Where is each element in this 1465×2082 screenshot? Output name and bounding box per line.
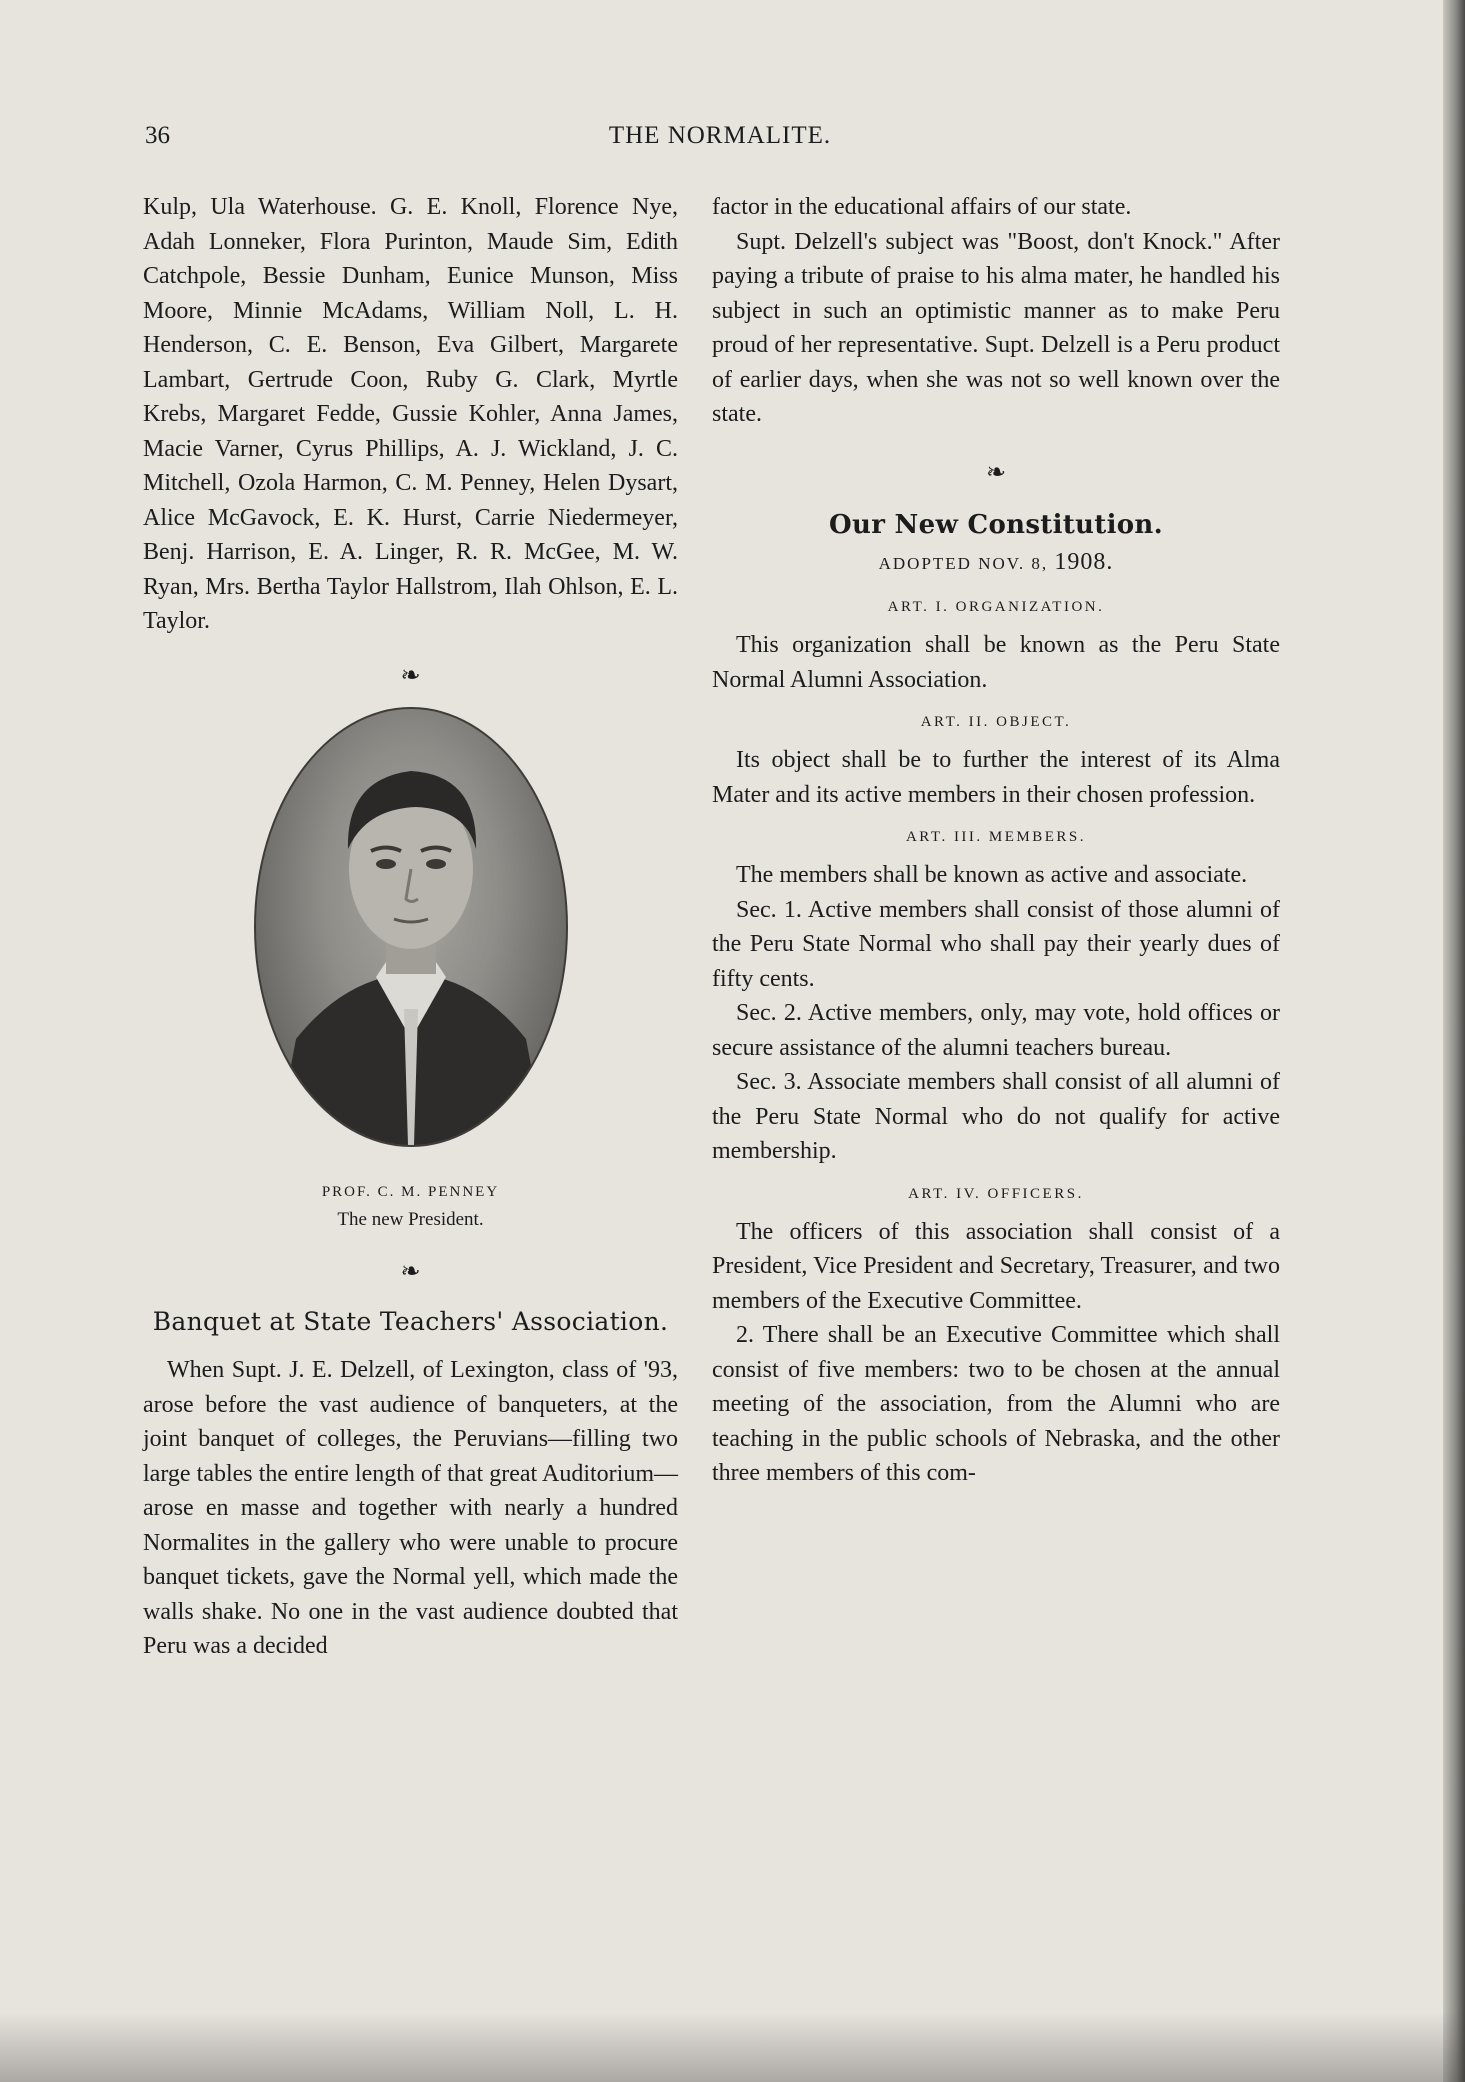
page-bottom-shadow [0, 2012, 1465, 2082]
page-number: 36 [145, 122, 170, 149]
adopted-label: ADOPTED NOV. 8, [878, 554, 1049, 573]
page-header [145, 122, 1295, 162]
constitution-heading: Our New Constitution. [829, 510, 1163, 540]
portrait-photo [254, 707, 568, 1147]
article-paragraph: Its object shall be to further the interest of its Alma Mater and its active members in their chosen profession. [712, 747, 1280, 808]
continuation-paragraph: factor in the educational affairs of our state. [712, 194, 1132, 220]
page-edge-shadow [1443, 0, 1465, 2082]
article-heading: ART. III. MEMBERS. [905, 829, 1087, 845]
portrait-illustration [256, 709, 566, 1145]
article-heading: ART. I. ORGANIZATION. [887, 599, 1105, 615]
article-paragraph: The officers of this association shall consist of a President, Vice President and Secretary, Treasurer, and two members of the Executive Committee. [712, 1218, 1280, 1314]
portrait-figure [143, 707, 678, 1158]
delzell-paragraph: Supt. Delzell's subject was "Boost, don't Knock." After paying a tribute of praise to his alma mater, he handled his subject in such an optimistic manner as to make Peru proud of her representative. Supt. Delzell is a Peru product of earlier days, when she was not so well known over the state. [712, 228, 1280, 427]
article-paragraph: 2. There shall be an Executive Committee which shall consist of five members: two to be chosen at the annual meeting of the association, from the Alumni who are teaching in the public schools of Nebraska, and the other three members of this com- [712, 1322, 1280, 1486]
article-paragraph: Sec. 2. Active members, only, may vote, hold offices or secure assistance of the alumni teachers bureau. [712, 1000, 1280, 1061]
right-column [712, 190, 1280, 1491]
running-title: THE NORMALITE. [608, 122, 832, 149]
attendee-names: Kulp, Ula Waterhouse. G. E. Knoll, Florence Nye, Adah Lonneker, Flora Purinton, Maude Sim, Edith Catchpole, Bessie Dunham, Eunice Munson, Miss Moore, Minnie McAdams, William Noll, L. H. Henderson, C. E. Benson, Eva Gilbert, Margarete Lambart, Gertrude Coon, Ruby G. Clark, Myrtle Krebs, Margaret Fedde, Gussie Kohler, Anna James, Macie Varner, Cyrus Phillips, A. J. Wickland, J. C. Mitchell, Ozola Harmon, C. M. Penney, Helen Dysart, Alice McGavock, E. K. Hurst, Carrie Niedermeyer, Benj. Harrison, E. A. Linger, R. R. McGee, M. W. Ryan, Mrs. Bertha Taylor Hallstrom, Ilah Ohlson, E. L. Taylor. [143, 194, 678, 634]
ornament-separator: ❧ [985, 459, 1007, 486]
adopted-year: 1908. [1054, 549, 1114, 575]
photo-caption-name: PROF. C. M. PENNEY [321, 1184, 500, 1200]
article-paragraph: Sec. 1. Active members shall consist of those alumni of the Peru State Normal who shall pay their yearly dues of fifty cents. [712, 896, 1280, 992]
ornament-separator: ❧ [400, 662, 421, 689]
ornament-separator: ❧ [400, 1259, 421, 1285]
adopted-date [712, 544, 1280, 582]
article-paragraph: The members shall be known as active and associate. [736, 862, 1248, 888]
banquet-paragraph: When Supt. J. E. Delzell, of Lexington, class of '93, arose before the vast audience of banqueters, at the joint banquet of colleges, the Peruvians—filling two large tables the entire length of that great Auditorium—arose en masse and together with nearly a hundred Normalites in the gallery who were unable to procure banquet tickets, gave the Normal yell, which made the walls shake. No one in the vast audience doubted that Peru was a decided [143, 1357, 678, 1659]
photo-caption-title: The new President. [337, 1209, 484, 1230]
article-heading: ART. II. OBJECT. [920, 714, 1072, 730]
article-heading: ART. IV. OFFICERS. [908, 1185, 1084, 1202]
left-column [143, 190, 678, 1664]
banquet-heading: Banquet at State Teachers' Association. [152, 1307, 669, 1336]
article-paragraph: This organization shall be known as the Peru State Normal Alumni Association. [712, 632, 1280, 693]
article-paragraph: Sec. 3. Associate members shall consist of all alumni of the Peru State Normal who do not qualify for active membership. [712, 1069, 1280, 1164]
